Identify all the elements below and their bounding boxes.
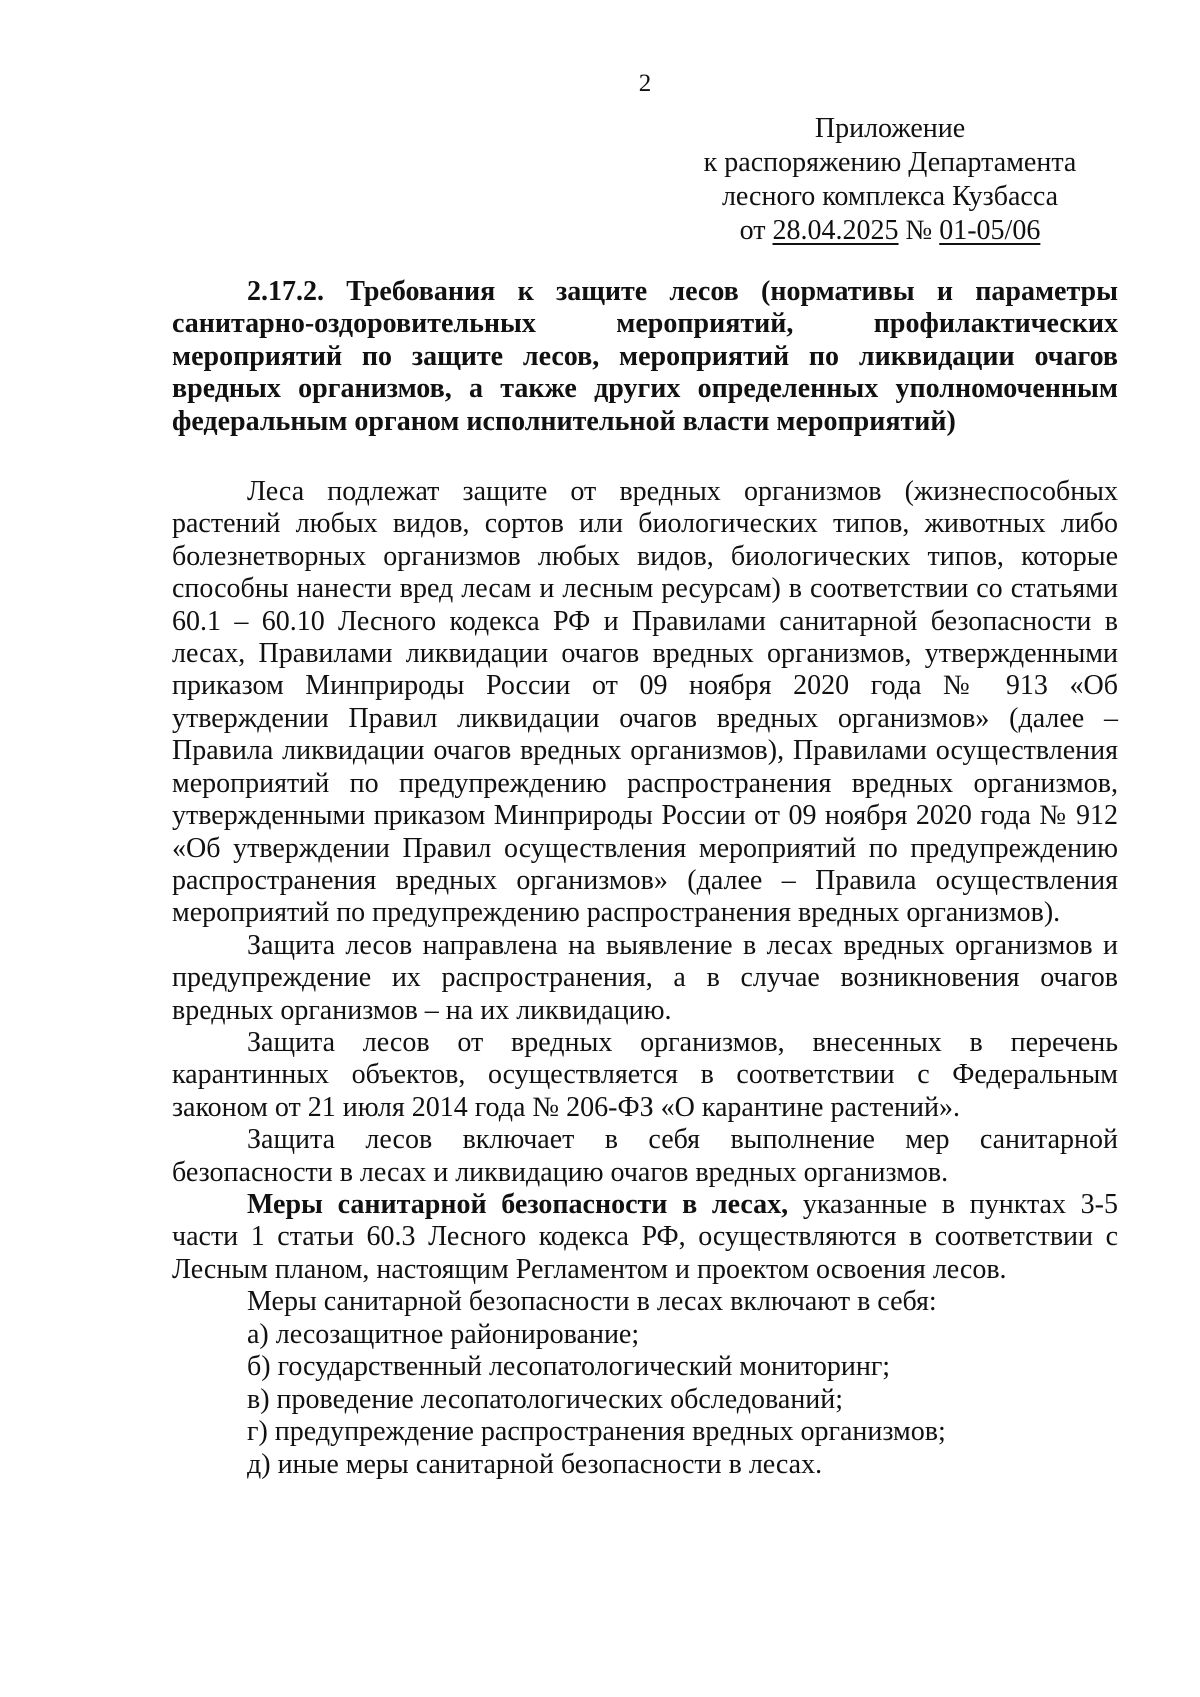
measures-paragraph (172, 1189, 1118, 1286)
paragraph-3: Защита лесов от вредных организмов, внесенных в перечень карантинных объектов, осуществляется в соответствии с Федеральным законом от 21 июля 2014 года № 206-ФЗ «О карантине растений». (172, 1026, 1118, 1123)
document-body (172, 276, 1118, 1481)
list-item: б) государственный лесопатологический мониторинг; (247, 1351, 891, 1383)
list-intro: Меры санитарной безопасности в лесах включают в себя: (247, 1286, 937, 1318)
number-prefix: № (898, 215, 940, 246)
list-item: г) предупреждение распространения вредных организмов; (247, 1416, 946, 1448)
section-heading: 2.17.2. Требования к защите лесов (нормативы и параметры санитарно-оздоровительных мероприятий, профилактических мероприятий по защите лесов, мероприятий по ликвидации очагов вредных организмов, а также других определенных уполномоченным федеральным органом исполнительной власти мероприятий) (172, 276, 1118, 437)
measures-rest: указанные в пунктах 3-5 части 1 статьи 60.3 Лесного кодекса РФ, осуществляются в соответствии с Лесным планом, настоящим Регламентом и проектом освоения лесов. (172, 1188, 1118, 1285)
paragraph-1: Леса подлежат защите от вредных организмов (жизнеспособных растений любых видов, сортов или биологических типов, животных либо болезнетворных организмов любых видов, биологических типов, которые способны нанести вред лесам и лесным ресурсам) в соответствии со статьями 60.1 – 60.10 Лесного кодекса РФ и Правилами санитарной безопасности в лесах, Правилами ликвидации очагов вредных организмов, утвержденными приказом Минприроды России от 09 ноября 2020 года № 913 «Об утверждении Правил ликвидации очагов вредных организмов» (далее – Правила ликвидации очагов вредных организмов), Правилами осуществления мероприятий по предупреждению распространения вредных организмов, утвержденными приказом Минприроды России от 09 ноября 2020 года № 912 «Об утверждении Правил осуществления мероприятий по предупреждению распространения вредных организмов» (далее – Правила осуществления мероприятий по предупреждению распространения вредных организмов). (172, 476, 1118, 929)
appendix-reference: к распоряжению Департамента (703, 147, 1077, 178)
list-item: д) иные меры санитарной безопасности в лесах. (247, 1448, 823, 1480)
measures-bold-lead: Меры санитарной безопасности в лесах, (247, 1188, 789, 1220)
paragraph-4: Защита лесов включает в себя выполнение мер санитарной безопасности в лесах и ликвидацию очагов вредных организмов. (172, 1124, 1118, 1188)
paragraph-2: Защита лесов направлена на выявление в лесах вредных организмов и предупреждение их распространения, а в случае возникновения очагов вредных организмов – на их ликвидацию. (172, 929, 1118, 1026)
appendix-title: Приложение (814, 113, 966, 144)
list-item: в) проведение лесопатологических обследований; (247, 1383, 844, 1415)
appendix-number: 01-05/06 (939, 215, 1041, 246)
appendix-block (660, 112, 1120, 248)
appendix-date-line (660, 214, 1120, 248)
page-number: 2 (638, 70, 652, 97)
appendix-date: 28.04.2025 (772, 215, 899, 246)
date-prefix: от (739, 215, 773, 246)
appendix-department: лесного комплекса Кузбасса (721, 181, 1059, 212)
list-item: а) лесозащитное районирование; (247, 1318, 640, 1350)
